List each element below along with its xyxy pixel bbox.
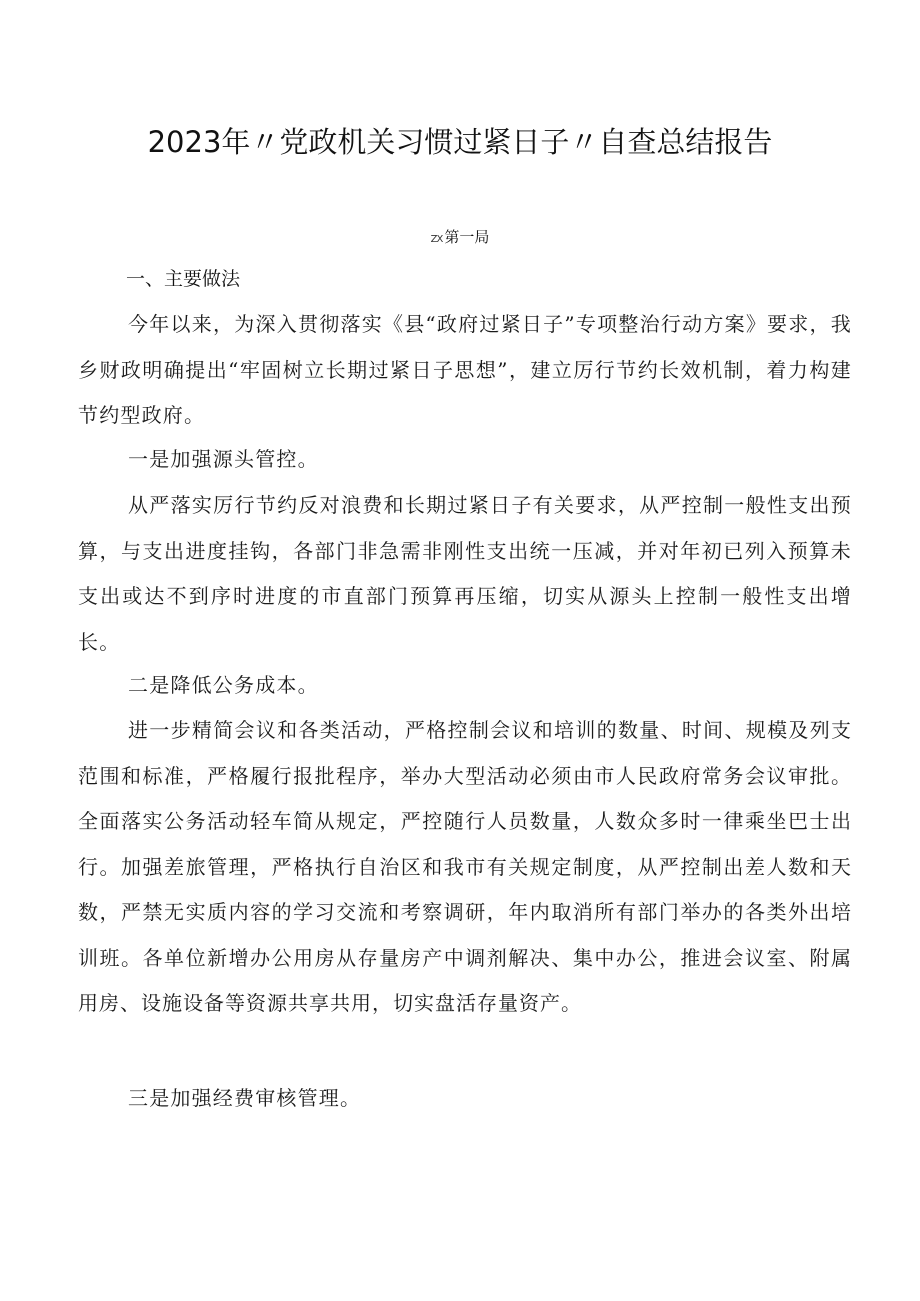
section-heading: 一、主要做法 bbox=[126, 268, 241, 290]
paragraph-point-one-body: 从严落实厉行节约反对浪费和长期过紧日子有关要求，从严控制一般性支出预算，与支出进度挂钩，各部门非急需非刚性支出统一压减，并对年初已列入预算未支出或达不到序时进度的市直部门预算再压缩，切实从源头上控制一般性支出增长。 bbox=[78, 493, 852, 654]
paragraph-point-two-body: 进一步精简会议和各类活动，严格控制会议和培训的数量、时间、规模及列支范围和标准，严格履行报批程序，举办大型活动必须由市人民政府常务会议审批。全面落实公务活动轻车简从规定，严控随行人员数量，人数众多时一律乘坐巴士出行。加强差旅管理，严格执行自治区和我市有关规定制度，从严控制出差人数和天数，严禁无实质内容的学习交流和考察调研，年内取消所有部门举办的各类外出培训班。各单位新增办公用房从存量房产中调剂解决、集中办公，推进会议室、附属用房、设施设备等资源共享共用，切实盘活存量资产。 bbox=[78, 718, 852, 1015]
paragraph-point-two-heading: 二是降低公务成本。 bbox=[128, 673, 319, 697]
subtitle-text: 第一局 bbox=[444, 228, 490, 246]
paragraph-point-three-heading: 三是加强经费审核管理。 bbox=[128, 1086, 362, 1110]
paragraph-intro: 今年以来，为深入贯彻落实《县“政府过紧日子”专项整治行动方案》要求，我乡财政明确提出“牢固树立长期过紧日子思想”，建立厉行节约长效机制，着力构建节约型政府。 bbox=[78, 312, 852, 427]
subtitle-scribble: ZX bbox=[430, 234, 443, 245]
paragraph-point-one-heading: 一是加强源头管控。 bbox=[128, 447, 319, 471]
document-title: 2023年〃党政机关习惯过紧日子〃自查总结报告 bbox=[147, 125, 773, 159]
document-subtitle bbox=[300, 226, 620, 247]
